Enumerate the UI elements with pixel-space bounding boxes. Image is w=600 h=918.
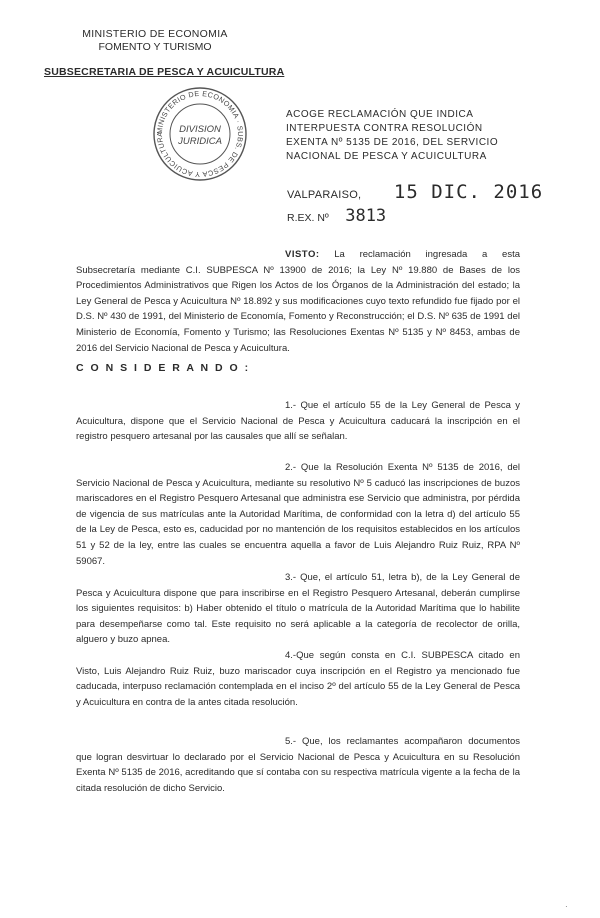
stamp-center-line1: DIVISION: [179, 124, 221, 135]
rex-label: R.EX. Nº: [287, 212, 329, 224]
visto-text: La reclamación ingresada a esta Subsecretaría mediante C.I. SUBPESCA Nº 13900 de 2016; la Ley Nº 19.880 de Bases de los Procedimientos Administrativos que Rigen los Actos de los Órganos de la Administración del estado; la Ley General de Pesca y Acuicultura Nº 18.892 y sus modificaciones cuyo texto refundido fue fijado por el D.S. Nº 430 de 1991, del Ministerio de Economía, Fomento y Reconstrucción; el D.S. Nº 635 de 1991 del Ministerio de Economía, Fomento y Turismo; las Resoluciones Exentas Nº 5135 y Nº 8453, ambas de 2016 del Servicio Nacional de Pesca y Acuicultura.: [76, 249, 520, 354]
resolution-number: [287, 206, 386, 226]
visto-paragraph: [76, 247, 520, 356]
considerando-item: 4.-Que según consta en C.I. SUBPESCA citado en Visto, Luis Alejandro Ruiz Ruiz, buzo mariscador cuya inscripción en el Registro ya mencionado fue caducada, interpuso reclamación contemplada en el inciso 2º del artículo 55 de la Ley General de Pesca y Acuicultura en contra de la antes citada resolución.: [76, 650, 520, 708]
considerando-title: C O N S I D E R A N D O :: [76, 362, 251, 374]
stamp-ring-text: MINISTERIO DE ECONOMIA · SUBS. DE PESCA Y ACUICULTURA: [154, 88, 246, 180]
considerando-item: 2.- Que la Resolución Exenta Nº 5135 de 2016, del Servicio Nacional de Pesca y Acuicultura, mediante su resolutivo Nº 5 caducó las inscripciones de buzos mariscadores en el Registro Pesquero Artesanal que administra ese Servicio que administra, por pérdida de vigencia de sus matrículas ante la Autoridad Marítima, de conformidad con la letra d) del artículo 55 de la Ley de Pesca, esto es, caducidad por no mantención de los requisitos establecidos en los artículos 51 y 52 de la ley, entre las cuales se encuentra aquella a favor de Luis Alejandro Ruiz Ruiz, RPA Nº 59067.: [76, 462, 520, 567]
division-juridica-stamp: [150, 84, 250, 184]
considerando-item: 3.- Que, el artículo 51, letra b), de la Ley General de Pesca y Acuicultura dispone que para inscribirse en el Registro Pesquero Artesanal, deberán cumplirse los siguientes requisitos: b) Haber obtenido el título o matrícula de la Autoridad Marítima que lo habilite para desempeñarse como tal. Este requisito no será aplicable a la categoría de recolector de orilla, alguero y buzo apnea.: [76, 572, 520, 646]
place: VALPARAISO,: [287, 189, 362, 201]
resolution-heading: ACOGE RECLAMACIÓN QUE INDICA INTERPUESTA CONTRA RESOLUCIÓN EXENTA Nº 5135 DE 2016, DEL SERVICIO NACIONAL DE PESCA Y ACUICULTURA: [286, 109, 499, 162]
place-and-date: [287, 181, 543, 203]
rex-number: 3813: [345, 206, 387, 226]
stamp-center-line2: JURIDICA: [178, 136, 222, 147]
considerando-item: 1.- Que el artículo 55 de la Ley General de Pesca y Acuicultura, dispone que el Servicio Nacional de Pesca y Acuicultura caducará la inscripción en el registro pesquero artesanal por las causales que allí se señalan.: [76, 400, 520, 443]
considerando-item: 5.- Que, los reclamantes acompañaron documentos que logran desvirtuar lo declarado por el Servicio Nacional de Pesca y Acuicultura en su Resolución Exenta Nº 5135 de 2016, acreditando que sí contaba con su respectiva matrícula vigente a la fecha de la citada resolución de dicho Servicio.: [76, 736, 520, 794]
visto-lead: VISTO:: [285, 249, 320, 260]
ministry-name: MINISTERIO DE ECONOMIA: [82, 28, 228, 40]
page-mark: ·: [565, 902, 568, 911]
subsecretaria-name: SUBSECRETARIA DE PESCA Y ACUICULTURA: [44, 66, 285, 78]
ministry-letterhead: [60, 28, 250, 54]
stamped-date: 15 DIC. 2016: [393, 181, 544, 203]
ministry-subtitle: FOMENTO Y TURISMO: [98, 41, 212, 53]
